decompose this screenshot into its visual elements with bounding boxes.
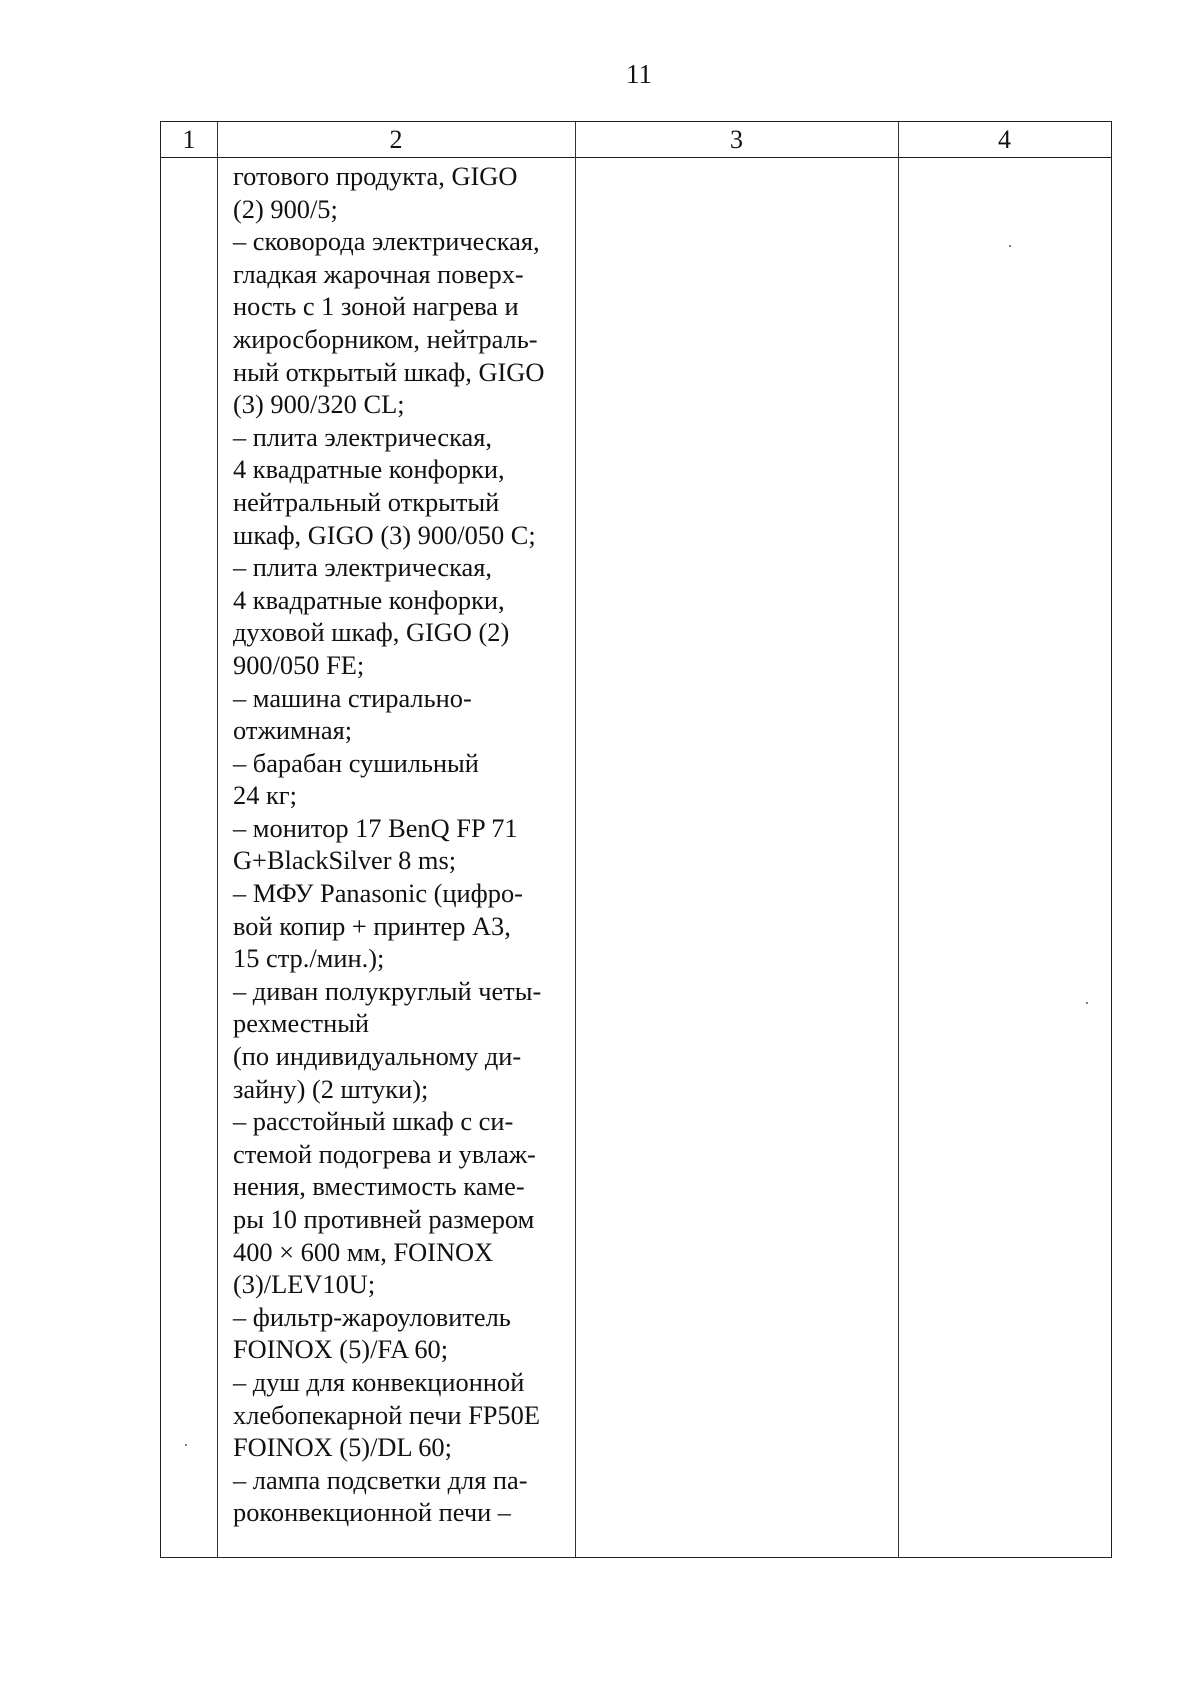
equipment-line: – монитор 17 BenQ FP 71 [233, 812, 518, 843]
equipment-line: FOINOX (5)/FA 60; [233, 1334, 449, 1365]
equipment-line: – плита электрическая, [233, 552, 492, 583]
equipment-line: (3) 900/320 CL; [233, 389, 405, 420]
equipment-line: (по индивидуальному ди- [233, 1041, 522, 1072]
header-col-2: 2 [389, 125, 403, 154]
equipment-line: – лампа подсветки для па- [233, 1464, 528, 1495]
equipment-line: 4 квадратные конфорки, [233, 584, 505, 615]
column-divider-1-2 [217, 122, 218, 1557]
page-number: 11 [626, 59, 652, 89]
equipment-line: зайну) (2 штуки); [233, 1073, 429, 1104]
cell-col-2-equipment-list [233, 160, 589, 1529]
equipment-line: духовой шкаф, GIGO (2) [233, 617, 510, 648]
header-col-3: 3 [730, 125, 743, 154]
equipment-line: – расстойный шкаф с си- [233, 1106, 514, 1137]
equipment-line: – барабан сушильный [233, 747, 479, 778]
header-col-4: 4 [998, 125, 1011, 154]
scan-speck [185, 1444, 187, 1446]
equipment-line: – диван полукруглый четы- [233, 975, 542, 1006]
equipment-line: хлебопекарной печи FP50E [233, 1399, 540, 1430]
equipment-line: ность с 1 зоной нагрева и [233, 291, 519, 322]
equipment-line: – плита электрическая, [233, 421, 492, 452]
equipment-line: нейтральный открытый [233, 486, 500, 517]
equipment-line: 15 стр./мин.); [233, 943, 385, 974]
equipment-line: ры 10 противней размером [233, 1204, 535, 1234]
equipment-line: шкаф, GIGO (3) 900/050 C; [233, 519, 536, 550]
equipment-line: отжимная; [233, 715, 353, 746]
column-divider-3-4 [898, 122, 899, 1557]
equipment-line: стемой подогрева и увлаж- [233, 1138, 536, 1169]
equipment-line: G+BlackSilver 8 ms; [233, 845, 457, 876]
equipment-line: 4 квадратные конфорки, [233, 454, 505, 485]
equipment-line: 24 кг; [233, 780, 297, 811]
equipment-line: – МФУ Panasonic (цифро- [233, 878, 523, 909]
scan-speck [1086, 1002, 1088, 1004]
equipment-line: ный открытый шкаф, GIGO [233, 356, 545, 387]
equipment-line: гладкая жарочная поверх- [233, 258, 524, 289]
equipment-line: вой копир + принтер А3, [233, 910, 511, 941]
equipment-line: 400 × 600 мм, FOINOX [233, 1236, 494, 1267]
equipment-line: – душ для конвекционной [233, 1366, 525, 1397]
equipment-line: – сковорода электрическая, [233, 226, 540, 257]
equipment-line: (2) 900/5; [233, 193, 338, 224]
header-separator [161, 157, 1111, 158]
header-col-1: 1 [182, 125, 196, 154]
scan-speck [1009, 245, 1011, 247]
equipment-line: – фильтр-жароуловитель [233, 1301, 511, 1332]
equipment-line: рехместный [233, 1008, 370, 1039]
equipment-line: (3)/LEV10U; [233, 1269, 376, 1300]
equipment-table [160, 121, 1112, 1558]
equipment-line: готового продукта, GIGO [233, 161, 518, 191]
equipment-line: FOINOX (5)/DL 60; [233, 1432, 452, 1463]
equipment-line: 900/050 FE; [233, 649, 365, 680]
equipment-line: жиросборником, нейтраль- [233, 323, 538, 354]
equipment-line: – машина стирально- [233, 682, 472, 713]
equipment-line: нения, вместимость каме- [233, 1171, 525, 1202]
equipment-line: роконвекционной печи – [233, 1497, 512, 1528]
